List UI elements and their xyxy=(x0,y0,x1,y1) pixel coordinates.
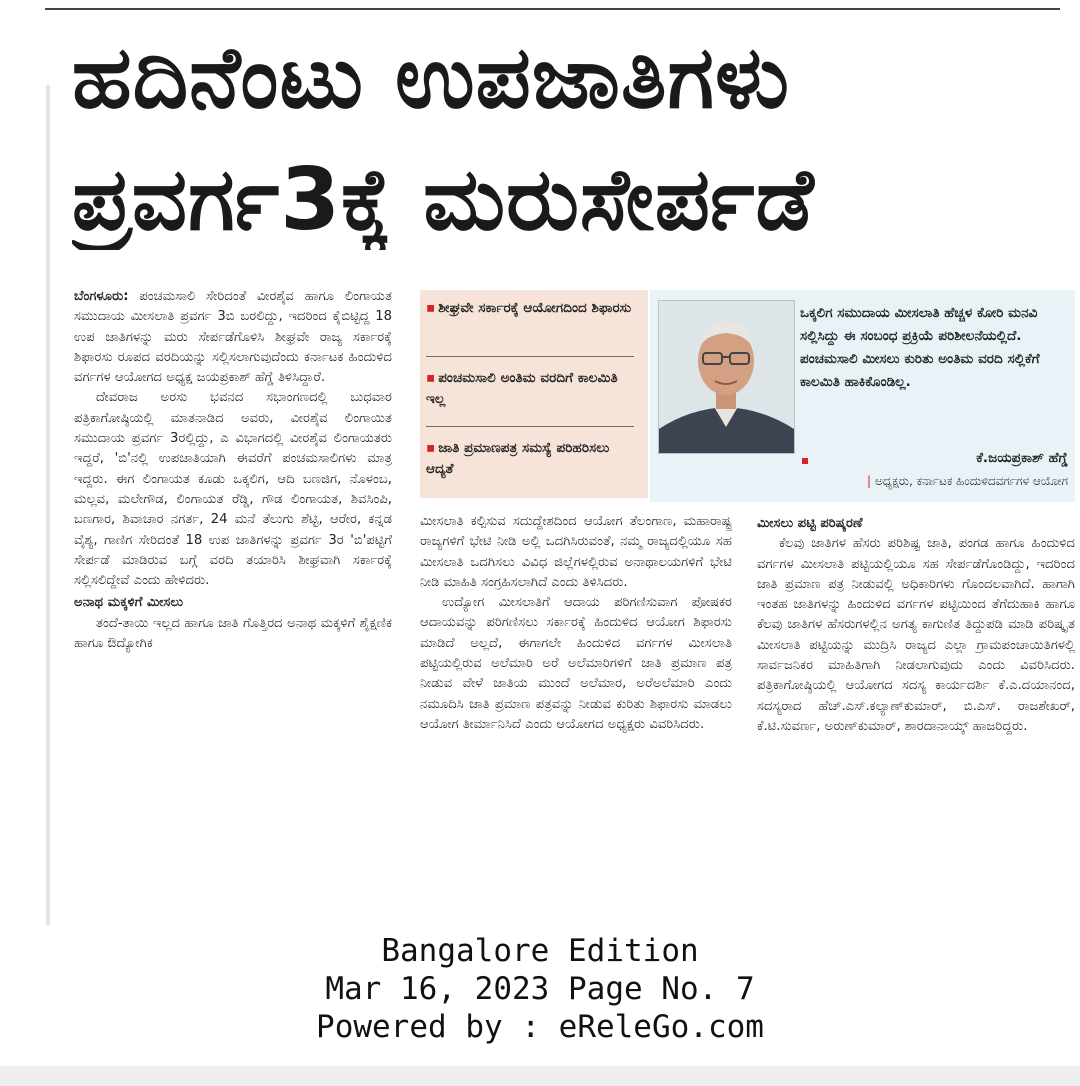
highlight-divider xyxy=(426,426,634,427)
quote-panel xyxy=(650,290,1075,502)
headline-line-1: ಹದಿನೆಂಟು ಉಪಜಾತಿಗಳು xyxy=(72,28,791,128)
paragraph: ದೇವರಾಜ ಅರಸು ಭವನದ ಸಭಾಂಗಣದಲ್ಲಿ ಬುಧವಾರ ಪತ್ರಿಕಾಗೋಷ್ಠಿಯಲ್ಲಿ ಮಾತನಾಡಿದ ಅವರು, ವೀರಶೈವ ಲಿಂಗಾಯಿತ ಸಮುದಾಯ ಪ್ರವರ್ಗ 3ರಲ್ಲಿದ್ದು, ಎ ವಿಭಾಗದಲ್ಲಿ ವೀರಶೈವ ಲಿಂಗಾಯತರು ಇದ್ದರೆ, 'ಬಿ'ನಲ್ಲಿ ಉಪಜಾತಿಯಾಗಿ ಈವರೆಗೆ ಪಂಚಮಸಾಲಿಗಳು ಮಾತ್ರ ಇದ್ದರು. ಈಗ ಲಿಂಗಾಯತ ಕೂಡು ಒಕ್ಕಲಿಗ, ಆದಿ ಬಣಜಿಗ, ನೊಳಂಬ, ಮಲ್ಲವ, ಮಲೇಗೌಡ, ಲಿಂಗಾಯತ ರೆಡ್ಡಿ, ಗೌಡ ಲಿಂಗಾಯತ, ಶಿವಸಿಂಪಿ, ಬಣಗಾರ, ಶಿವಾಚಾರ ನಗರ್ತ, 24 ಮನೆ ತೆಲುಗು ಶೆಟ್ಟಿ, ಆರೇರ, ಕನ್ನಡ ವೈಶ್ಯ, ಗಾಣಿಗ ಸೇರಿದಂತೆ 18 ಉಪ ಜಾತಿಗಳನ್ನು ಪ್ರವರ್ಗ 3ರ 'ಬಿ'ಪಟ್ಟಿಗೆ ಸೇರ್ಪಡೆ ಮಾಡಿರುವ ಬಗ್ಗೆ ವರದಿ ತಯಾರಿಸಿ ಶೀಘ್ರವಾಗಿ ಸರ್ಕಾರಕ್ಕೆ ಸಲ್ಲಿಸಲಿದ್ದೇವೆ ಎಂದು ಹೇಳಿದರು. xyxy=(74,390,392,589)
bullet-icon: ▪ xyxy=(426,300,436,316)
bullet-icon: ▪ xyxy=(426,370,436,386)
left-margin-rule xyxy=(46,85,50,925)
paragraph: ಕೆಲವು ಜಾತಿಗಳ ಹೆಸರು ಪರಿಶಿಷ್ಟ ಜಾತಿ, ಪಂಗಡ ಹಾಗೂ ಹಿಂದುಳಿದ ವರ್ಗಗಳ ಮೀಸಲಾತಿ ಪಟ್ಟಿಯಲ್ಲಿಯೂ ಸಹ ಸೇರ್ಪಡೆಗೊಂಡಿದ್ದು, ಇದರಿಂದ ಜಾತಿ ಪ್ರಮಾಣ ಪತ್ರ ನೀಡುವಲ್ಲಿ ಅಧಿಕಾರಿಗಳು ಗೊಂದಲವಾಗಿದೆ. ಹಾಗಾಗಿ ಇಂತಹ ಜಾತಿಗಳನ್ನು ಹಿಂದುಳಿದ ವರ್ಗಗಳ ಪಟ್ಟಿಯಿಂದ ತೆಗೆದುಹಾಕಿ ಹಾಗೂ ಕೆಲವು ಜಾತಿಗಳ ಹೆಸರುಗಳಲ್ಲಿನ ಅಗತ್ಯ ಕಾಗುಣಿತ ತಿದ್ದುಪಡಿ ಮಾಡಿ ಪರಿಷ್ಕೃತ ಮೀಸಲಾತಿ ಪಟ್ಟಿಯನ್ನು ಮುದ್ರಿಸಿ ರಾಜ್ಯದ ಎಲ್ಲಾ ಗ್ರಾಮಪಂಚಾಯಿತಿಗಳಲ್ಲಿ ಸಾರ್ವಜನಿಕರ ಮಾಹಿತಿಗಾಗಿ ನೀಡಲಾಗುವುದು ಎಂದು ವಿವರಿಸಿದರು. ಪತ್ರಿಕಾಗೋಷ್ಠಿಯಲ್ಲಿ ಆಯೋಗದ ಸದಸ್ಯ ಕಾರ್ಯದರ್ಶಿ ಕೆ.ಎ.ದಯಾನಂದ, ಸದಸ್ಯರಾದ ಹೆಚ್.ಎಸ್.ಕಲ್ಯಾಣ್‌ಕುಮಾರ್, ಬಿ.ಎಸ್. ರಾಜಶೇಖರ್, ಕೆ.ಟಿ.ಸುವರ್ಣ, ಅರುಣ್‌ಕುಮಾರ್, ಶಾರದಾನಾಯ್ಕ್ ಹಾಜರಿದ್ದರು. xyxy=(757,536,1075,734)
divider-bar-icon: | xyxy=(866,474,871,488)
paragraph: ಉದ್ಯೋಗ ಮೀಸಲಾತಿಗೆ ಆದಾಯ ಪರಿಗಣಿಸುವಾಗ ಪೋಷಕರ ಆದಾಯವನ್ನು ಪರಿಗಣಿಸಲು ಸರ್ಕಾರಕ್ಕೆ ಹಿಂದುಳಿದ ಆಯೋಗ ಶಿಫಾರಸು ಮಾಡಿದೆ ಅಲ್ಲದೆ, ಈಗಾಗಲೇ ಹಿಂದುಳಿದ ವರ್ಗಗಳ ಮೀಸಲಾತಿ ಪಟ್ಟಿಯಲ್ಲಿರುವ ಅಲೆಮಾರಿ ಅರೆ ಅಲೆಮಾರಿಗಳಿಗೆ ಜಾತಿ ಪ್ರಮಾಣ ಪತ್ರ ನೀಡುವ ವೇಳೆ ಜಾತಿಯ ಮುಂದೆ ಅಲೆಮಾರ, ಅರೆಅಲೆಮಾರಿ ಎಂದು ನಮೂದಿಸಿ ಜಾತಿ ಪ್ರಮಾಣ ಪತ್ರವನ್ನು ನೀಡುವ ಕುರಿತು ಶಿಫಾರಸು ಮಾಡಲು ಆಯೋಗ ತೀರ್ಮಾನಿಸಿದೆ ಎಂದು ಆಯೋಗದ ಅಧ್ಯಕ್ಷರು ವಿವರಿಸಿದರು. xyxy=(420,595,732,732)
person-title: | ಅಧ್ಯಕ್ಷರು, ಕರ್ನಾಟಕ ಹಿಂದುಳಿದವರ್ಗಗಳ ಆಯೋಗ xyxy=(866,474,1068,488)
bottom-band xyxy=(0,1066,1080,1086)
highlight-item: ▪ ಶೀಘ್ರವೇ ಸರ್ಕಾರಕ್ಕೆ ಆಯೋಗದಿಂದ ಶಿಫಾರಸು xyxy=(426,300,632,316)
subheading: ಮೀಸಲು ಪಟ್ಟಿ ಪರಿಷ್ಕರಣೆ xyxy=(757,516,863,531)
portrait-photo xyxy=(658,300,795,454)
paragraph-text: ಪಂಚಮಸಾಲಿ ಸೇರಿದಂತೆ ವೀರಶೈವ ಹಾಗೂ ಲಿಂಗಾಯತ ಸಮುದಾಯ ಮೀಸಲಾತಿ ಪ್ರವರ್ಗ 3ಬಿ ಬರಲಿದ್ದು, ಇದರಿಂದ ಕೈಬಿಟ್ಟಿದ್ದ 18 ಉಪ ಜಾತಿಗಳನ್ನು ಮರು ಸೇರ್ಪಡೆಗೊಳಿಸಿ ಶೀಘ್ರವೇ ರಾಜ್ಯ ಸರ್ಕಾರಕ್ಕೆ ಶಿಫಾರಸು ರೂಪದ ವರದಿಯನ್ನು ಸಲ್ಲಿಸಲಾಗುವುದೆಂದು ಕರ್ನಾಟಕ ಹಿಂದುಳಿದ ವರ್ಗಗಳ ಆಯೋಗದ ಅಧ್ಯಕ್ಷ ಜಯಪ್ರಕಾಶ್ ಹೆಗ್ಡೆ ತಿಳಿಸಿದ್ದಾರೆ. xyxy=(74,289,392,386)
date-page-label: Mar 16, 2023 Page No. 7 xyxy=(325,971,755,1007)
powered-by-label: Powered by : eReleGo.com xyxy=(316,1009,764,1045)
edition-label: Bangalore Edition xyxy=(381,933,699,969)
subheading: ಅನಾಥ ಮಕ್ಕಳಿಗೆ ಮೀಸಲು xyxy=(74,595,184,611)
headline-line-2: ಪ್ರವರ್ಗ3ಕ್ಕೆ ಮರುಸೇರ್ಪಡೆ xyxy=(72,150,815,250)
portrait-illustration xyxy=(659,301,794,453)
top-rule xyxy=(45,8,1060,10)
bullet-icon xyxy=(802,458,808,464)
paragraph xyxy=(74,287,392,388)
quote-text: ಒಕ್ಕಲಿಗ ಸಮುದಾಯ ಮೀಸಲಾತಿ ಹೆಚ್ಚಳ ಕೋರಿ ಮನವಿ ಸಲ್ಲಿಸಿದ್ದು ಈ ಸಂಬಂಧ ಪ್ರಕ್ರಿಯೆ ಪರಿಶೀಲನೆಯಲ್ಲಿದೆ. ಪಂಚಮಸಾಲಿ ಮೀಸಲು ಕುರಿತು ಅಂತಿಮ ವರದಿ ಸಲ್ಲಿಕೆಗೆ ಕಾಲಮಿತಿ ಹಾಕಿಕೊಂಡಿಲ್ಲ. xyxy=(800,305,1040,390)
highlight-divider xyxy=(426,356,634,357)
person-name: ಕೆ.ಜಯಪ್ರಕಾಶ್ ಹೆಗ್ಡೆ xyxy=(976,450,1068,466)
bullet-icon: ▪ xyxy=(426,440,436,456)
article-column-2 xyxy=(420,512,732,922)
article-column-3 xyxy=(757,512,1075,922)
highlights-box xyxy=(420,290,648,498)
article-column-1 xyxy=(74,287,392,927)
highlight-item: ▪ ಪಂಚಮಸಾಲಿ ಅಂತಿಮ ವರದಿಗೆ ಕಾಲಮಿತಿ ಇಲ್ಲ xyxy=(426,370,618,407)
dateline: ಬೆಂಗಳೂರು: xyxy=(74,289,129,304)
paragraph: ಮೀಸಲಾತಿ ಕಲ್ಪಿಸುವ ಸದುದ್ದೇಶದಿಂದ ಆಯೋಗ ತೆಲಂಗಾಣ, ಮಹಾರಾಷ್ಟ್ರ ರಾಜ್ಯಗಳಿಗೆ ಭೇಟಿ ನೀಡಿ ಅಲ್ಲಿ ಒದಗಿಸಿರುವಂತೆ, ನಮ್ಮ ರಾಜ್ಯದಲ್ಲಿಯೂ ಸಹ ಮೀಸಲಾತಿ ಒದಗಿಸಲು ವಿವಿಧ ಜಿಲ್ಲೆಗಳಲ್ಲಿರುವ ಅನಾಥಾಲಯಗಳಿಗೆ ಭೇಟಿ ನೀಡಿ ಮಾಹಿತಿ ಸಂಗ್ರಹಿಸಲಾಗಿದೆ ಎಂದು ತಿಳಿಸಿದರು. xyxy=(420,514,732,590)
paragraph: ತಂದೆ-ತಾಯಿ ಇಲ್ಲದ ಹಾಗೂ ಜಾತಿ ಗೊತ್ತಿರದ ಅನಾಥ ಮಕ್ಕಳಿಗೆ ಶೈಕ್ಷಣಿಕ ಹಾಗೂ ಔದ್ಯೋಗಿಕ xyxy=(74,615,392,652)
highlight-item: ▪ ಜಾತಿ ಪ್ರಮಾಣಪತ್ರ ಸಮಸ್ಯೆ ಪರಿಹರಿಸಲು ಆದ್ಯತೆ xyxy=(426,440,610,477)
